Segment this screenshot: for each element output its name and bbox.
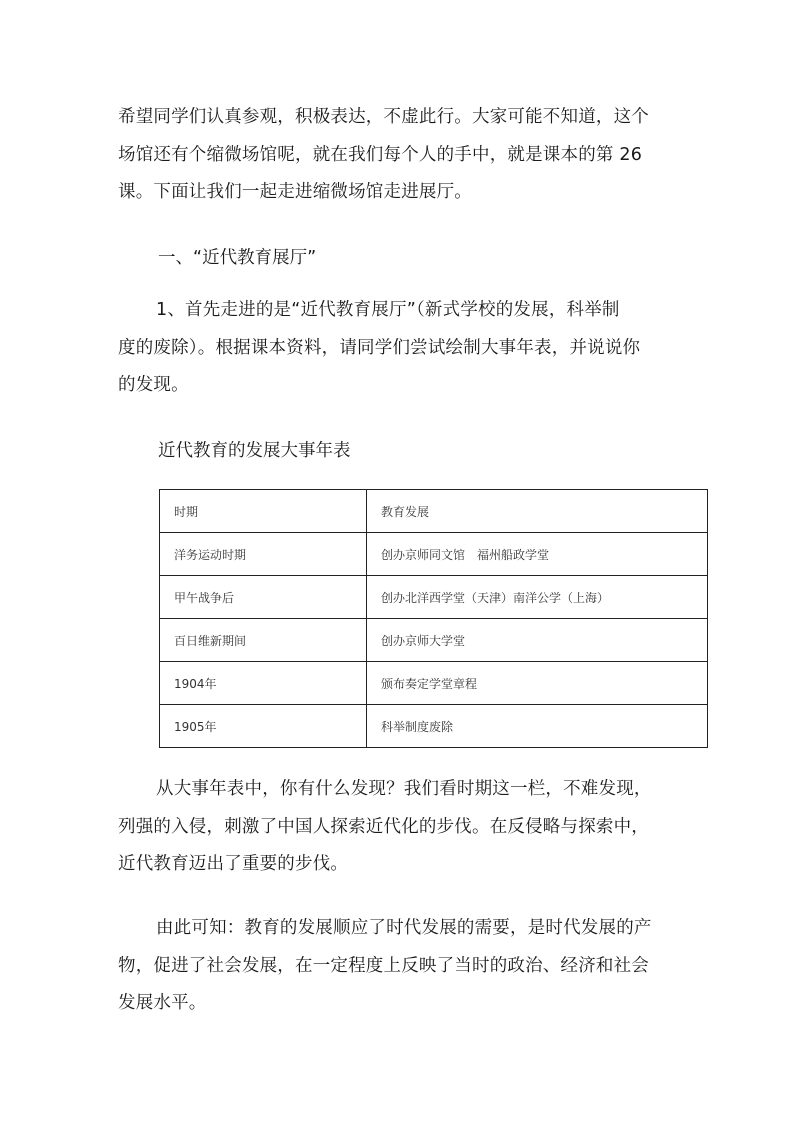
text-line: 希望同学们认真参观，积极表达，不虚此行。大家可能不知道，这个 [118, 107, 649, 127]
period-cell: 1904年 [160, 662, 367, 705]
table-caption: 近代教育的发展大事年表 [158, 441, 351, 461]
conclusion-paragraph [118, 910, 678, 1023]
text-line: 场馆还有个缩微场馆呢，就在我们每个人的手中，就是课本的第 26 [118, 144, 643, 165]
header-development: 教育发展 [367, 490, 708, 533]
header-period: 时期 [160, 490, 367, 533]
text-line: 1、首先走进的是“近代教育展厅”（新式学校的发展，科举制 [156, 300, 620, 320]
section-heading: 一、“近代教育展厅” [158, 248, 317, 268]
text-line: 由此可知：教育的发展顺应了时代发展的需要，是时代发展的产 [156, 918, 652, 938]
discovery-paragraph [118, 771, 678, 884]
timeline-table [159, 489, 708, 748]
text-line: 列强的入侵，刺激了中国人探索近代化的步伐。在反侵略与探索中， [118, 816, 649, 837]
development-cell: 创办京师同文馆 福州船政学堂 [367, 533, 708, 576]
table-row [160, 705, 708, 748]
period-cell: 1905年 [160, 705, 367, 748]
text-line: 物，促进了社会发展，在一定程度上反映了当时的政治、经济和社会 [118, 955, 649, 976]
text-line: 的发现。 [118, 375, 189, 395]
period-cell: 洋务运动时期 [160, 533, 367, 576]
text-line: 课。下面让我们一起走进缩微场馆走进展厅。 [118, 182, 472, 202]
text-line: 近代教育迈出了重要的步伐。 [118, 854, 349, 874]
development-cell: 创办北洋西学堂（天津）南洋公学（上海） [367, 576, 708, 619]
development-cell: 科举制度废除 [367, 705, 708, 748]
text-line: 发展水平。 [118, 993, 207, 1013]
intro-paragraph [118, 99, 678, 212]
table-row [160, 576, 708, 619]
period-cell: 百日维新期间 [160, 619, 367, 662]
development-cell: 创办京师大学堂 [367, 619, 708, 662]
table-row [160, 662, 708, 705]
period-cell: 甲午战争后 [160, 576, 367, 619]
table-row [160, 533, 708, 576]
table-header-row [160, 490, 708, 533]
text-line: 度的废除）。根据课本资料，请同学们尝试绘制大事年表，并说说你 [118, 337, 641, 358]
step1-paragraph [118, 292, 678, 405]
table-row [160, 619, 708, 662]
text-line: 从大事年表中，你有什么发现？我们看时期这一栏，不难发现， [156, 779, 652, 799]
development-cell: 颁布奏定学堂章程 [367, 662, 708, 705]
